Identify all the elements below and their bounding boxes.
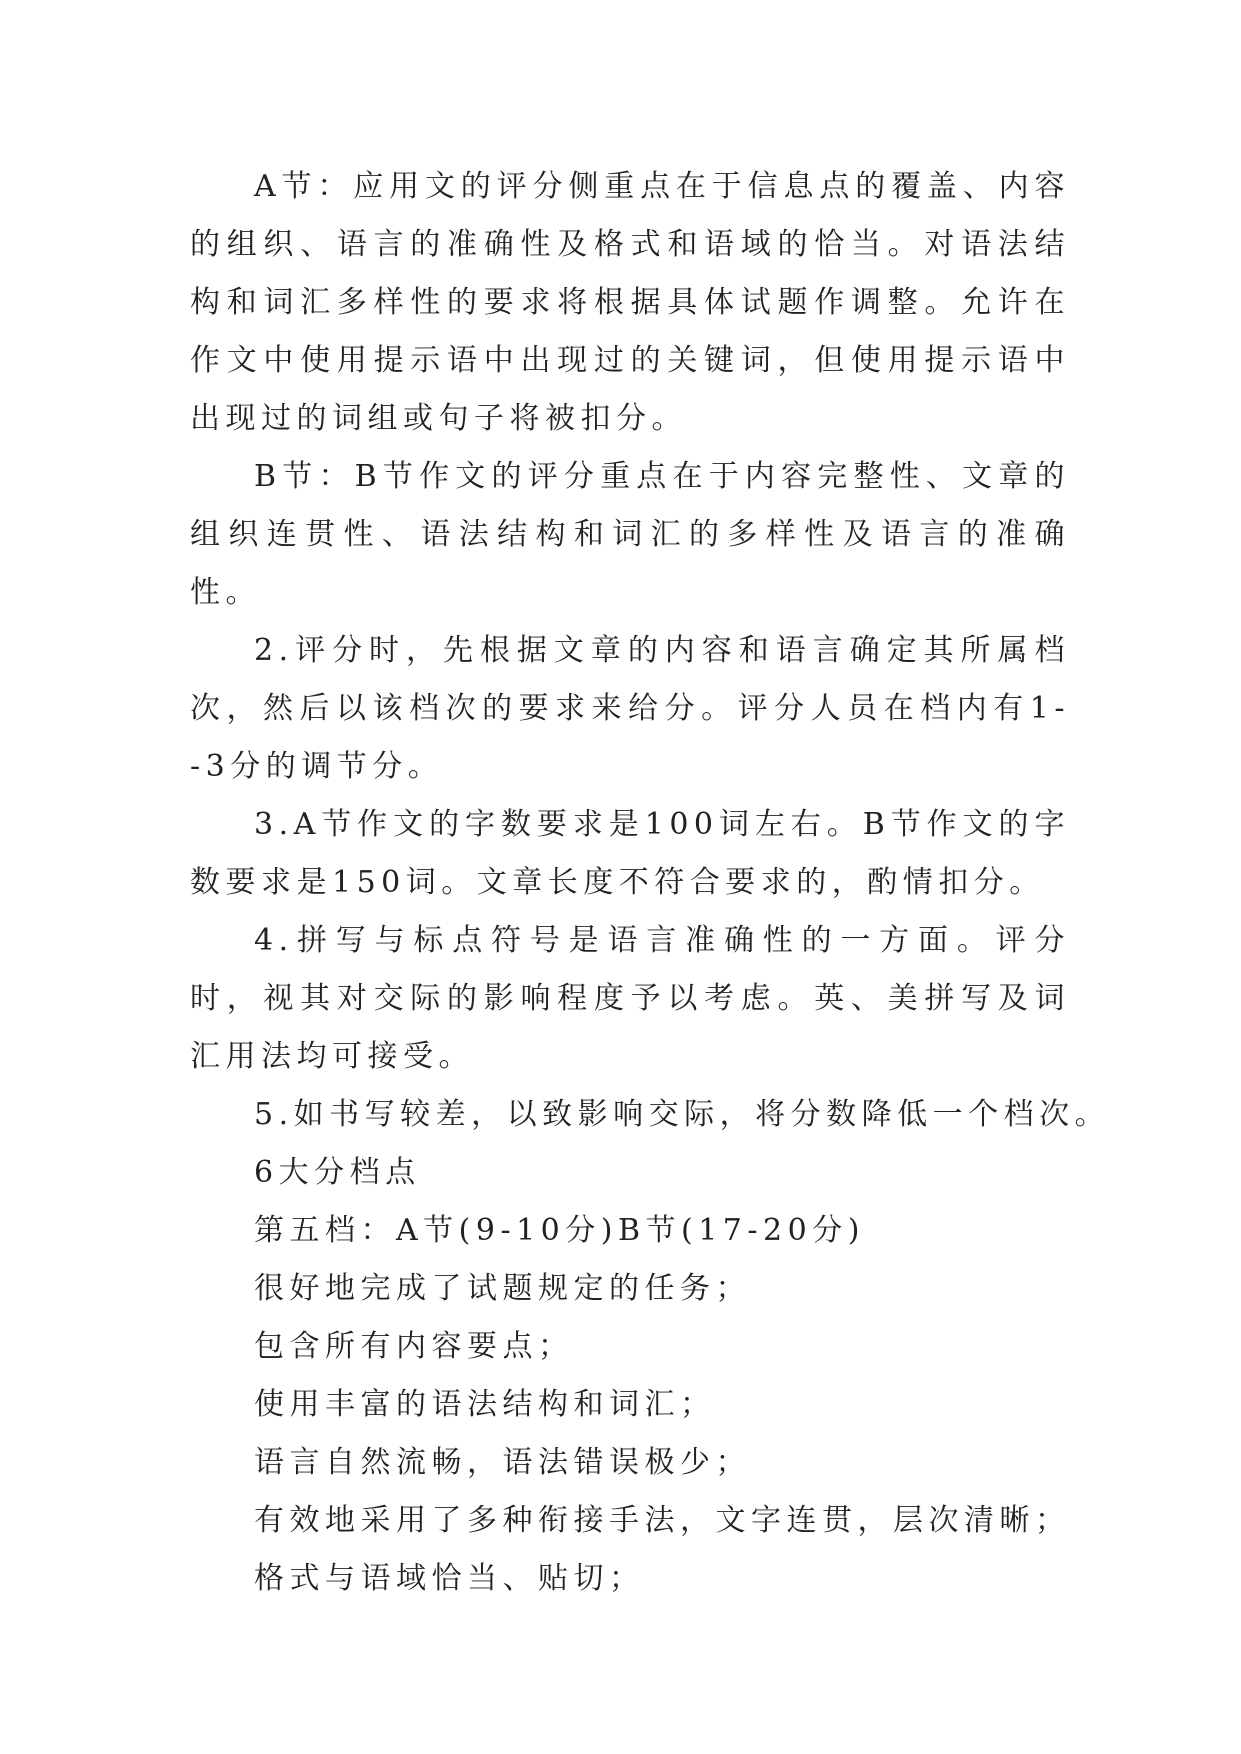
document-body xyxy=(190,158,1111,1608)
paragraph-section-a: A节：应用文的评分侧重点在于信息点的覆盖、内容的组织、语言的准确性及格式和语域的恰当。对语法结构和词汇多样性的要求将根据具体试题作调整。允许在作文中使用提示语中出现过的关键词，但使用提示语中出现过的词组或句子将被扣分。 xyxy=(190,169,1070,436)
paragraph-rule-4: 4.拼写与标点符号是语言准确性的一方面。评分时，视其对交际的影响程度予以考虑。英、美拼写及词汇用法均可接受。 xyxy=(190,923,1070,1074)
paragraph-rule-3: 3.A节作文的字数要求是100词左右。B节作文的字数要求是150词。文章长度不符合要求的，酌情扣分。 xyxy=(190,807,1070,900)
paragraph-rule-2: 2.评分时，先根据文章的内容和语言确定其所属档次，然后以该档次的要求来给分。评分人员在档内有1--3分的调节分。 xyxy=(190,633,1070,784)
line-criterion-fluency: 语言自然流畅，语法错误极少； xyxy=(254,1445,751,1480)
line-criterion-grammar-vocab: 使用丰富的语法结构和词汇； xyxy=(254,1387,716,1422)
paragraph-section-b: B节：B节作文的评分重点在于内容完整性、文章的组织连贯性、语法结构和词汇的多样性及语言的准确性。 xyxy=(190,459,1070,610)
line-criterion-cohesion: 有效地采用了多种衔接手法，文字连贯，层次清晰； xyxy=(254,1503,1071,1538)
line-criterion-task: 很好地完成了试题规定的任务； xyxy=(254,1271,751,1306)
line-criterion-content: 包含所有内容要点； xyxy=(254,1329,574,1364)
line-criterion-format: 格式与语域恰当、贴切； xyxy=(254,1561,645,1596)
line-rule-5: 5.如书写较差，以致影响交际，将分数降低一个档次。 xyxy=(254,1097,1111,1132)
line-grade-points-heading: 6大分档点 xyxy=(254,1155,421,1190)
line-grade-five-title: 第五档：A节(9-10分)B节(17-20分) xyxy=(254,1213,865,1248)
